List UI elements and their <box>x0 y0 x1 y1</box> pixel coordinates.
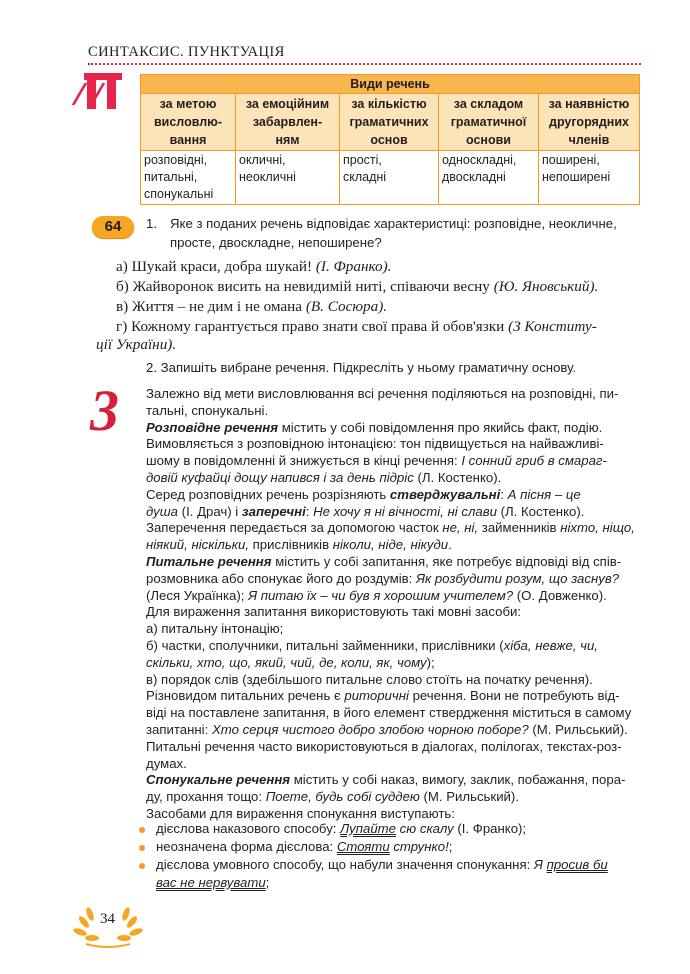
table-header-cell: за кількістю граматичних основ <box>340 94 439 151</box>
sentence-types-table <box>140 74 640 205</box>
header-divider <box>88 63 641 65</box>
exercise-number-badge: 64 <box>92 216 134 238</box>
bullet-icon <box>139 845 145 851</box>
theory-section-icon: 3 <box>90 378 119 443</box>
wreath-icon <box>70 900 190 950</box>
table-letter-icon <box>78 73 124 111</box>
question-2: 2. Запишіть вибране речення. Підкресліть у ньому граматичну основу. <box>146 360 577 375</box>
bullet-icon <box>139 827 145 833</box>
option-c: в) Життя – не дим і не омана (В. Сосюра). <box>116 298 388 315</box>
table-header-cell: за емоційним забарвлен- ням <box>236 94 340 151</box>
option-a: а) Шукай краси, добра шукай! (І. Франко). <box>116 258 392 275</box>
question-number: 1. <box>146 216 157 231</box>
option-d: г) Кожному гарантується право знати свої права й обов'язки (З Конститу- <box>116 318 597 335</box>
running-header: СИНТАКСИС. ПУНКТУАЦІЯ <box>88 44 285 60</box>
table-value-cell: односкладні, двоскладні <box>439 151 539 205</box>
table-header-cell: за складом граматичної основи <box>439 94 539 151</box>
page-number: 34 <box>100 911 115 927</box>
option-d-cont: ції України). <box>96 336 177 353</box>
bullet-item-cont: вас не нервувати; <box>156 875 270 890</box>
table-title: Види речень <box>141 75 640 94</box>
theory-text: Залежно від мети висловлювання всі речення поділяються на розповідні, пи- тальні, спонукальні. Розповідне речення містить у собі повідомлення про якийсь факт, подію. Вимовляється з розповідною інтонацією: тон підвищується на найважливі- шому в повідомленні й знижується в кінці речення: І сонний гриб в смараг- довій куфайці дощу напився і за день підріс (Л. Костенко). Серед розповідних речень розрізняють стверджувальні: А пісня – це душа (І. Драч) і заперечні: Не хочу я ні вічності, ні слави (Л. Костенко). Заперечення передається за допомогою часток не, ні, займенників ніхто, ніщо, ніякий, ніскільки, прислівників ніколи, ніде, нікуди. Питальне речення містить у собі запитання, яке потребує відповіді від спів- розмовника або спонукає його до роздумів: Як розбудити розум, що заснув? (Леся Українка); Я питаю їх – чи був я хорошим учителем? (О. Довженко). Для вираження запитання використовують такі мовні засоби: а) питальну інтонацію; б) частки, сполучники, питальні займенники, прислівники (хіба, невже, чи, скільки, хто, що, який, чий, де, коли, як, чому); в) порядок слів (здебільшого питальне слово стоїть на початку речення). Різновидом питальних речень є риторичні речення. Вони не потребують від- віді на поставлене запитання, в його елемент ствердження міститься в самому запитанні: Хто серця чистого добро злобою чорною поборе? (М. Рильський). Питальні речення часто використовуються в діалогах, полілогах, текстах-роз- думах. Спонукальне речення містить у собі наказ, вимогу, заклик, побажання, пора- ду, прохання тощо: Поете, будь собі суддею (М. Рильський). Засобами для вираження спонукання виступають: <box>146 386 635 821</box>
question-line: просте, двоскладне, непоширене? <box>170 235 382 250</box>
table-header-cell: за наявністю другорядних членів <box>539 94 640 151</box>
bullet-item: дієслова наказового способу: Лупайте сю скалу (І. Франко); <box>156 821 527 836</box>
option-b: б) Жайворонок висить на невидимій ниті, співаючи весну (Ю. Яновський). <box>116 278 599 295</box>
table-value-cell: розповідні, питальні, спонукальні <box>141 151 236 205</box>
bullet-item: дієслова умовного способу, що набули значення спонукання: Я просив би <box>156 857 608 872</box>
table-value-cell: прості, складні <box>340 151 439 205</box>
question-line: Яке з поданих речень відповідає характеристиці: розповідне, неокличне, <box>170 216 617 231</box>
bullet-icon <box>139 863 145 869</box>
table-header-cell: за метою висловлю- вання <box>141 94 236 151</box>
bullet-item: неозначена форма дієслова: Стояти струнко!; <box>156 839 453 854</box>
table-value-cell: окличні, неокличні <box>236 151 340 205</box>
table-value-cell: поширені, непоширені <box>539 151 640 205</box>
